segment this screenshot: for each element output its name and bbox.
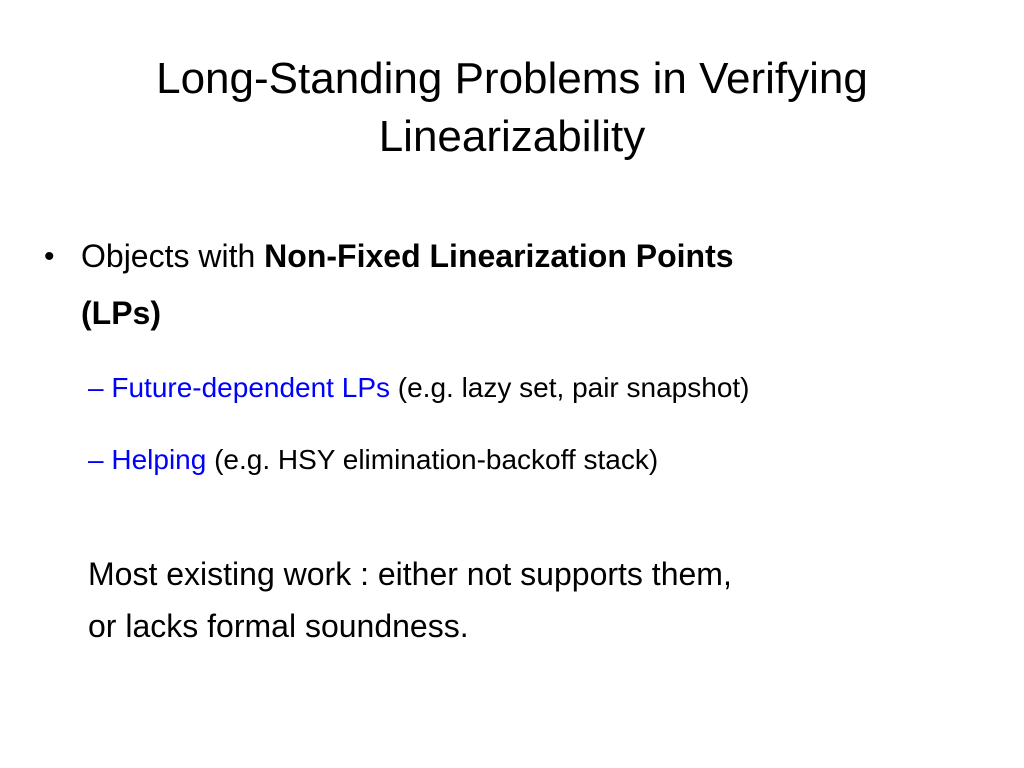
sub-bullet-future-dependent xyxy=(88,370,988,406)
sub-bullet-helping xyxy=(88,442,988,478)
bullet-bold-line-1: Non-Fixed Linearization Points xyxy=(264,238,734,274)
sub-bullet-dash: – xyxy=(88,444,104,475)
bullet-prefix: Objects with xyxy=(81,238,265,274)
summary-note xyxy=(88,548,968,652)
sub-bullet-highlight: Helping xyxy=(111,444,207,475)
main-bullet-text xyxy=(81,228,941,342)
sub-bullet-highlight: Future-dependent LPs xyxy=(111,372,390,403)
note-line-2: or lacks formal soundness. xyxy=(88,608,469,644)
sub-bullet-dash: – xyxy=(88,372,104,403)
sub-bullet-rest: (e.g. lazy set, pair snapshot) xyxy=(390,372,750,403)
title-line-2: Linearizability xyxy=(378,112,646,161)
note-line-1: Most existing work : either not supports them, xyxy=(88,556,732,592)
sub-bullet-rest: (e.g. HSY elimination-backoff stack) xyxy=(206,444,659,475)
title-line-1: Long-Standing Problems in Verifying xyxy=(156,54,868,103)
bullet-marker: • xyxy=(44,240,55,273)
bullet-bold-line-2: (LPs) xyxy=(81,295,161,331)
slide-title xyxy=(60,50,964,166)
